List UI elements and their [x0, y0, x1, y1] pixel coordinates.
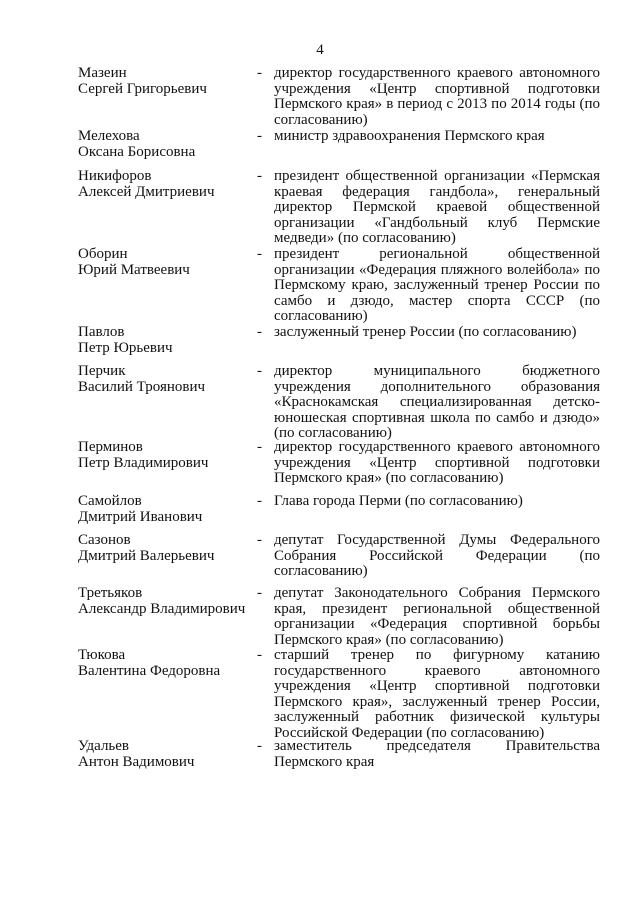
member-role: старший тренер по фигурному катанию государственного краевого автономного учреждения «Центр спортивной подготовки Пермского края», заслуженный тренер России, заслуженный работник физической культуры Российской Федерации (по согласованию) — [274, 647, 600, 741]
dash-separator: - — [257, 647, 262, 663]
dash-separator: - — [257, 168, 262, 184]
member-role: заместитель председателя Правительства Пермского края — [274, 738, 600, 770]
member-given-names: Оксана Борисовна — [78, 143, 196, 160]
member-role: директор государственного краевого автономного учреждения «Центр спортивной подготовки Пермского края» в период с 2013 по 2014 годы (по согласованию) — [274, 65, 600, 128]
member-name — [78, 533, 253, 564]
member-name — [78, 129, 253, 160]
dash-separator: - — [257, 738, 262, 754]
member-name — [78, 586, 253, 617]
member-surname: Оборин — [78, 246, 128, 262]
member-name — [78, 739, 253, 770]
member-given-names: Алексей Дмитриевич — [78, 183, 215, 200]
dash-separator: - — [257, 363, 262, 379]
member-role: заслуженный тренер России (по согласованию) — [274, 324, 577, 340]
member-given-names: Сергей Григорьевич — [78, 80, 207, 97]
member-surname: Мелехова — [78, 128, 140, 144]
dash-separator: - — [257, 439, 262, 455]
member-role: президент общественной организации «Пермская краевая федерация гандбола», генеральный директор Пермской краевой общественной организации «Гандбольный клуб Пермские медведи» (по согласованию) — [274, 168, 600, 247]
member-name — [78, 364, 253, 395]
dash-separator: - — [257, 65, 262, 81]
member-given-names: Дмитрий Иванович — [78, 508, 203, 525]
member-given-names: Дмитрий Валерьевич — [78, 547, 215, 564]
member-name — [78, 648, 253, 679]
member-surname: Тюкова — [78, 647, 126, 663]
member-given-names: Юрий Матвеевич — [78, 261, 190, 278]
member-given-names: Валентина Федоровна — [78, 662, 221, 679]
member-surname: Перчик — [78, 363, 126, 379]
member-surname: Никифоров — [78, 168, 152, 184]
member-role: министр здравоохранения Пермского края — [274, 128, 545, 144]
member-role: директор муниципального бюджетного учреждения дополнительного образования «Краснокамская специализированная детско-юношеская спортивная школа по самбо и дзюдо» (по согласованию) — [274, 363, 600, 442]
member-given-names: Петр Юрьевич — [78, 339, 173, 356]
dash-separator: - — [257, 532, 262, 548]
member-given-names: Петр Владимирович — [78, 454, 209, 471]
member-role: президент региональной общественной организации «Федерация пляжного волейбола» по Пермскому краю, заслуженный тренер России по самбо и дзюдо, мастер спорта СССР (по согласованию) — [274, 246, 600, 325]
member-role: Глава города Перми (по согласованию) — [274, 493, 523, 509]
member-surname: Павлов — [78, 324, 125, 340]
member-given-names: Василий Троянович — [78, 378, 206, 395]
dash-separator: - — [257, 585, 262, 601]
dash-separator: - — [257, 128, 262, 144]
member-surname: Сазонов — [78, 532, 131, 548]
member-name — [78, 169, 253, 200]
member-surname: Третьяков — [78, 585, 143, 601]
dash-separator: - — [257, 324, 262, 340]
member-surname: Удальев — [78, 738, 130, 754]
dash-separator: - — [257, 493, 262, 509]
member-name — [78, 440, 253, 471]
member-role: директор государственного краевого автономного учреждения «Центр спортивной подготовки Пермского края» (по согласованию) — [274, 439, 600, 487]
member-surname: Перминов — [78, 439, 143, 455]
page-number: 4 — [316, 42, 324, 58]
member-given-names: Антон Вадимович — [78, 753, 195, 770]
member-name — [78, 494, 253, 525]
member-role: депутат Законодательного Собрания Пермского края, президент региональной общественной организации «Федерация спортивной борьбы Пермского края» (по согласованию) — [274, 585, 600, 648]
member-given-names: Александр Владимирович — [78, 600, 246, 617]
member-name — [78, 66, 253, 97]
member-surname: Самойлов — [78, 493, 142, 509]
member-name — [78, 325, 253, 356]
member-role: депутат Государственной Думы Федерального Собрания Российской Федерации (по согласованию) — [274, 532, 600, 580]
member-surname: Мазеин — [78, 65, 127, 81]
dash-separator: - — [257, 246, 262, 262]
member-name — [78, 247, 253, 278]
